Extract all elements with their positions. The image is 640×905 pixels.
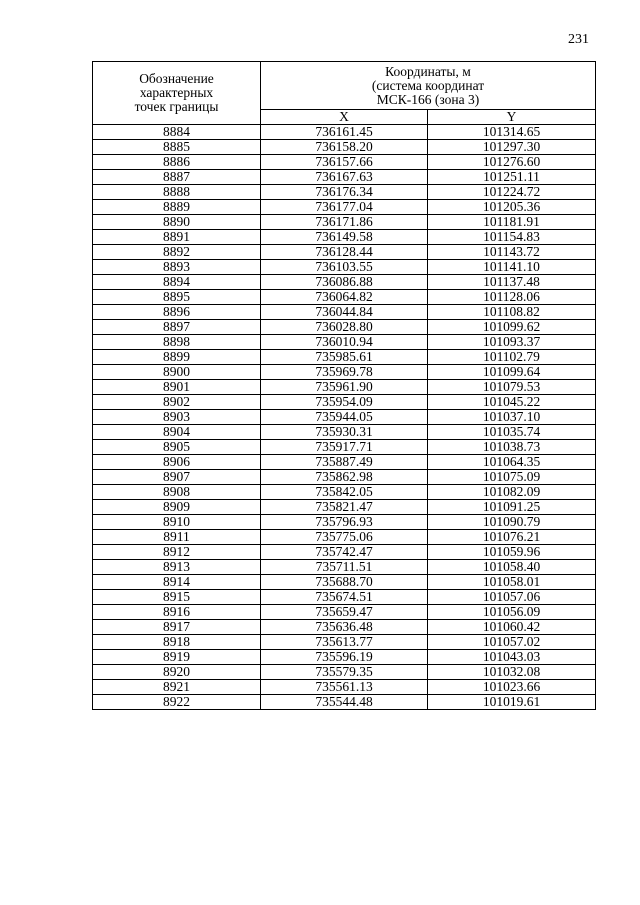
cell-y: 101058.40 (428, 560, 596, 575)
cell-point-id: 8887 (93, 170, 261, 185)
cell-y: 101038.73 (428, 440, 596, 455)
cell-point-id: 8920 (93, 665, 261, 680)
cell-point-id: 8898 (93, 335, 261, 350)
table-row (93, 335, 596, 350)
table-row (93, 155, 596, 170)
header-coords-line: Координаты, м (385, 63, 471, 79)
table-row (93, 200, 596, 215)
cell-x: 735930.31 (261, 425, 428, 440)
cell-point-id: 8896 (93, 305, 261, 320)
cell-x: 735613.77 (261, 635, 428, 650)
table-row (93, 215, 596, 230)
header-coordinates (261, 62, 596, 110)
cell-x: 735579.35 (261, 665, 428, 680)
cell-x: 736176.34 (261, 185, 428, 200)
cell-y: 101043.03 (428, 650, 596, 665)
cell-point-id: 8912 (93, 545, 261, 560)
table-row (93, 170, 596, 185)
table-row (93, 620, 596, 635)
header-coords-line: (система координат (371, 77, 485, 93)
cell-point-id: 8919 (93, 650, 261, 665)
header-y: Y (428, 110, 596, 125)
cell-x: 735887.49 (261, 455, 428, 470)
table-row (93, 275, 596, 290)
cell-x: 735944.05 (261, 410, 428, 425)
cell-y: 101045.22 (428, 395, 596, 410)
cell-y: 101058.01 (428, 575, 596, 590)
cell-y: 101082.09 (428, 485, 596, 500)
header-point-designation (93, 62, 261, 125)
cell-y: 101099.62 (428, 320, 596, 335)
table-row (93, 320, 596, 335)
page-number: 231 (568, 32, 589, 47)
header-point-line: точек границы (134, 99, 219, 114)
table-row (93, 380, 596, 395)
cell-x: 736177.04 (261, 200, 428, 215)
cell-point-id: 8902 (93, 395, 261, 410)
cell-x: 735954.09 (261, 395, 428, 410)
cell-x: 735775.06 (261, 530, 428, 545)
cell-x: 735961.90 (261, 380, 428, 395)
cell-y: 101056.09 (428, 605, 596, 620)
cell-point-id: 8892 (93, 245, 261, 260)
cell-point-id: 8891 (93, 230, 261, 245)
cell-x: 736028.80 (261, 320, 428, 335)
cell-point-id: 8911 (93, 530, 261, 545)
cell-point-id: 8899 (93, 350, 261, 365)
cell-x: 736158.20 (261, 140, 428, 155)
table-row (93, 410, 596, 425)
cell-point-id: 8903 (93, 410, 261, 425)
table-row (93, 425, 596, 440)
cell-point-id: 8901 (93, 380, 261, 395)
cell-x: 736171.86 (261, 215, 428, 230)
cell-y: 101079.53 (428, 380, 596, 395)
table-row (93, 140, 596, 155)
table-row (93, 350, 596, 365)
table-row (93, 545, 596, 560)
table-row (93, 605, 596, 620)
cell-y: 101143.72 (428, 245, 596, 260)
cell-y: 101093.37 (428, 335, 596, 350)
table-row (93, 575, 596, 590)
cell-y: 101032.08 (428, 665, 596, 680)
table-header (93, 62, 596, 125)
cell-point-id: 8897 (93, 320, 261, 335)
cell-x: 736064.82 (261, 290, 428, 305)
cell-x: 736010.94 (261, 335, 428, 350)
table-body (93, 125, 596, 710)
cell-point-id: 8918 (93, 635, 261, 650)
cell-y: 101251.11 (428, 170, 596, 185)
cell-point-id: 8915 (93, 590, 261, 605)
cell-x: 735674.51 (261, 590, 428, 605)
cell-point-id: 8893 (93, 260, 261, 275)
header-coords-line: МСК-166 (зона 3) (376, 91, 480, 107)
cell-point-id: 8922 (93, 695, 261, 710)
cell-point-id: 8921 (93, 680, 261, 695)
header-point-line: Обозначение (139, 71, 214, 86)
cell-point-id: 8907 (93, 470, 261, 485)
cell-point-id: 8914 (93, 575, 261, 590)
cell-y: 101059.96 (428, 545, 596, 560)
cell-y: 101019.61 (428, 695, 596, 710)
cell-point-id: 8917 (93, 620, 261, 635)
cell-point-id: 8909 (93, 500, 261, 515)
table-row (93, 695, 596, 710)
cell-point-id: 8908 (93, 485, 261, 500)
table-row (93, 290, 596, 305)
cell-y: 101224.72 (428, 185, 596, 200)
table-row (93, 560, 596, 575)
table-row (93, 485, 596, 500)
table-row (93, 590, 596, 605)
cell-x: 736161.45 (261, 125, 428, 140)
table-row (93, 260, 596, 275)
cell-x: 736103.55 (261, 260, 428, 275)
table-row (93, 305, 596, 320)
cell-point-id: 8894 (93, 275, 261, 290)
cell-x: 735636.48 (261, 620, 428, 635)
cell-x: 735969.78 (261, 365, 428, 380)
cell-y: 101102.79 (428, 350, 596, 365)
cell-x: 735985.61 (261, 350, 428, 365)
cell-x: 735842.05 (261, 485, 428, 500)
cell-x: 736086.88 (261, 275, 428, 290)
table-row (93, 125, 596, 140)
cell-point-id: 8895 (93, 290, 261, 305)
cell-x: 735544.48 (261, 695, 428, 710)
cell-x: 735862.98 (261, 470, 428, 485)
cell-point-id: 8906 (93, 455, 261, 470)
table-row (93, 515, 596, 530)
table-row (93, 230, 596, 245)
cell-x: 736157.66 (261, 155, 428, 170)
table-row (93, 245, 596, 260)
table-row (93, 395, 596, 410)
cell-y: 101091.25 (428, 500, 596, 515)
cell-y: 101075.09 (428, 470, 596, 485)
cell-x: 736149.58 (261, 230, 428, 245)
cell-x: 735561.13 (261, 680, 428, 695)
cell-x: 736044.84 (261, 305, 428, 320)
boundary-points-table (92, 61, 596, 710)
cell-y: 101060.42 (428, 620, 596, 635)
cell-point-id: 8905 (93, 440, 261, 455)
cell-x: 735742.47 (261, 545, 428, 560)
cell-y: 101076.21 (428, 530, 596, 545)
cell-y: 101314.65 (428, 125, 596, 140)
cell-point-id: 8889 (93, 200, 261, 215)
cell-y: 101128.06 (428, 290, 596, 305)
table-row (93, 470, 596, 485)
cell-y: 101205.36 (428, 200, 596, 215)
cell-x: 735917.71 (261, 440, 428, 455)
table-row (93, 530, 596, 545)
cell-point-id: 8900 (93, 365, 261, 380)
cell-x: 735796.93 (261, 515, 428, 530)
table-row (93, 365, 596, 380)
cell-point-id: 8884 (93, 125, 261, 140)
cell-y: 101064.35 (428, 455, 596, 470)
table-row (93, 500, 596, 515)
cell-y: 101297.30 (428, 140, 596, 155)
cell-y: 101037.10 (428, 410, 596, 425)
header-point-line: характерных (139, 85, 214, 100)
table-row (93, 185, 596, 200)
cell-point-id: 8885 (93, 140, 261, 155)
cell-x: 736167.63 (261, 170, 428, 185)
table-row (93, 650, 596, 665)
table-row (93, 455, 596, 470)
table-row (93, 440, 596, 455)
cell-x: 736128.44 (261, 245, 428, 260)
cell-y: 101181.91 (428, 215, 596, 230)
cell-x: 735711.51 (261, 560, 428, 575)
cell-y: 101137.48 (428, 275, 596, 290)
cell-point-id: 8916 (93, 605, 261, 620)
table-row (93, 665, 596, 680)
cell-y: 101057.02 (428, 635, 596, 650)
cell-point-id: 8910 (93, 515, 261, 530)
cell-y: 101276.60 (428, 155, 596, 170)
cell-point-id: 8904 (93, 425, 261, 440)
cell-y: 101099.64 (428, 365, 596, 380)
cell-point-id: 8888 (93, 185, 261, 200)
cell-x: 735659.47 (261, 605, 428, 620)
table-row (93, 680, 596, 695)
cell-x: 735821.47 (261, 500, 428, 515)
cell-y: 101154.83 (428, 230, 596, 245)
cell-point-id: 8886 (93, 155, 261, 170)
cell-y: 101023.66 (428, 680, 596, 695)
cell-x: 735688.70 (261, 575, 428, 590)
cell-y: 101090.79 (428, 515, 596, 530)
cell-y: 101141.10 (428, 260, 596, 275)
cell-x: 735596.19 (261, 650, 428, 665)
cell-y: 101057.06 (428, 590, 596, 605)
table-row (93, 635, 596, 650)
cell-point-id: 8913 (93, 560, 261, 575)
cell-point-id: 8890 (93, 215, 261, 230)
header-x: X (261, 110, 428, 125)
cell-y: 101035.74 (428, 425, 596, 440)
cell-y: 101108.82 (428, 305, 596, 320)
